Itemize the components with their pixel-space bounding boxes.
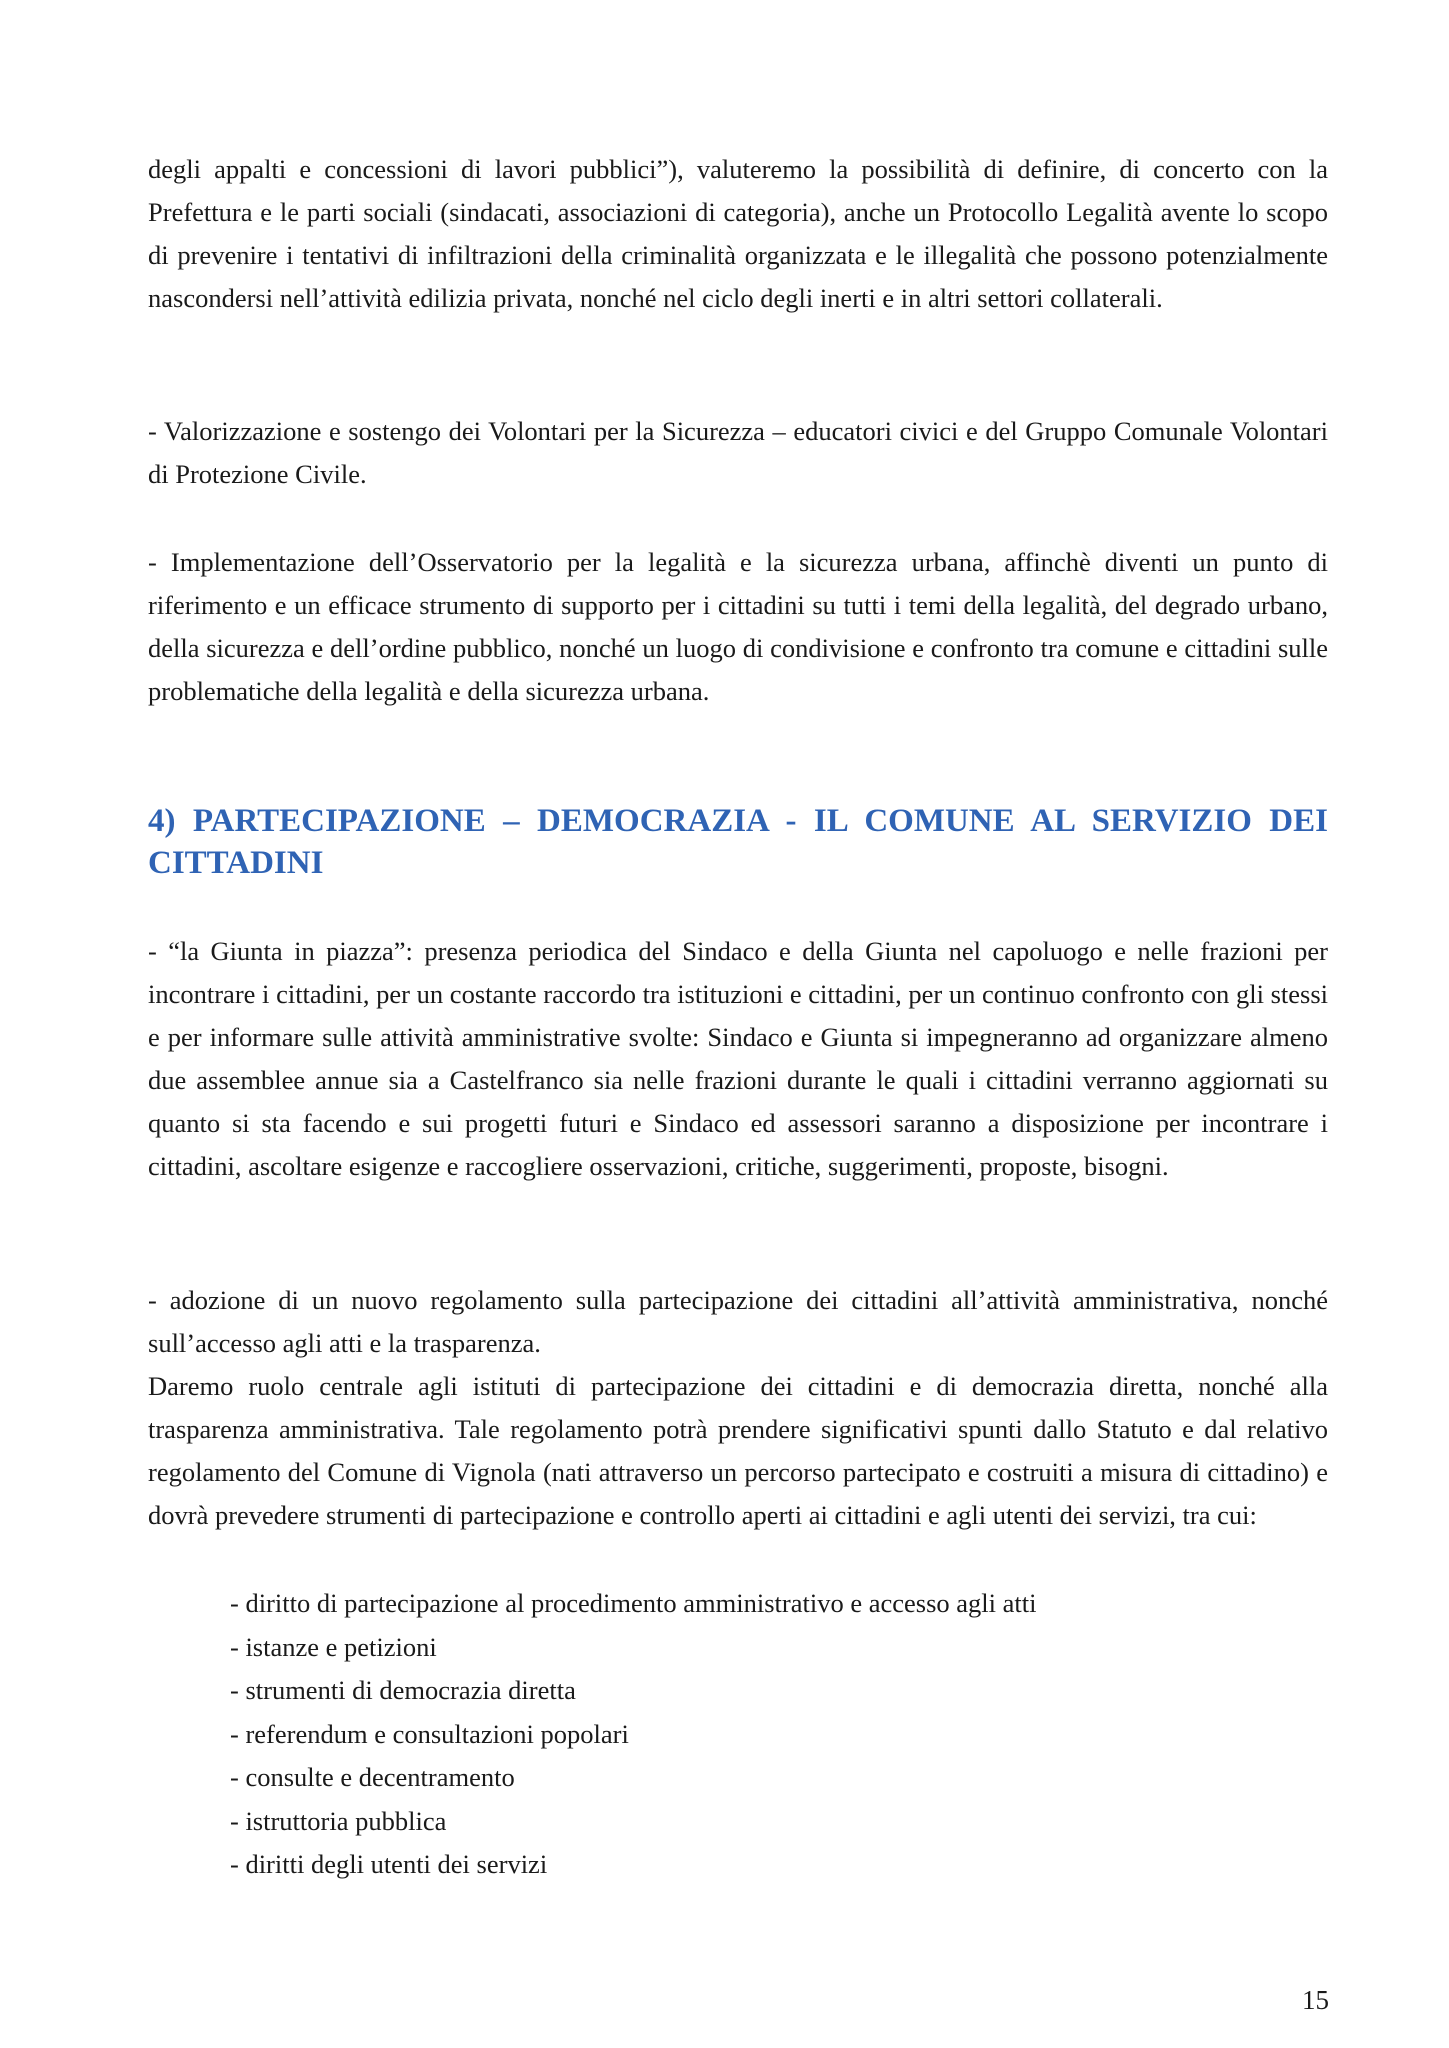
list-item: - strumenti di democrazia diretta [230,1675,576,1705]
list-item: - diritto di partecipazione al procedimento amministrativo e accesso agli atti [230,1588,1037,1618]
list-item: - consulte e decentramento [230,1762,515,1792]
page-number: 15 [1302,1985,1329,2015]
list-item: - referendum e consultazioni popolari [230,1718,629,1749]
paragraph-regolamento-partecipazione [148,1279,1328,1537]
section-heading: 4) PARTECIPAZIONE – DEMOCRAZIA - IL COMUNE AL SERVIZIO DEI CITTADINI [148,803,1328,881]
strumenti-list [230,1582,1037,1887]
paragraph-giunta-in-piazza: - “la Giunta in piazza”: presenza periodica del Sindaco e della Giunta nel capoluogo e nelle frazioni per incontrare i cittadini, per un costante raccordo tra istituzioni e cittadini, per un continuo confronto con gli stessi e per informare sulle attività amministrative svolte: Sindaco e Giunta si impegneranno ad organizzare almeno due assemblee annue sia a Castelfranco sia nelle frazioni durante le quali i cittadini verranno aggiornati su quanto si sta facendo e sui progetti futuri e Sindaco ed assessori saranno a disposizione per incontrare i cittadini, ascoltare esigenze e raccogliere osservazioni, critiche, suggerimenti, proposte, bisogni. [148,936,1328,1181]
list-item: - diritti degli utenti dei servizi [230,1849,548,1879]
paragraph-regolamento-detail: Daremo ruolo centrale agli istituti di partecipazione dei cittadini e di democrazia diretta, nonché alla trasparenza amministrativa. Tale regolamento potrà prendere significativi spunti dallo Statuto e dal relativo regolamento del Comune di Vignola (nati attraverso un percorso partecipato e costruiti a misura di cittadino) e dovrà prevedere strumenti di partecipazione e controllo aperti ai cittadini e agli utenti dei servizi, tra cui: [148,1371,1328,1530]
list-item: - istanze e petizioni [230,1631,437,1662]
list-item: - istruttoria pubblica [230,1805,447,1836]
paragraph-regolamento-intro: - adozione di un nuovo regolamento sulla partecipazione dei cittadini all’attività amministrativa, nonché sull’accesso agli atti e la trasparenza. [148,1285,1328,1358]
paragraph-osservatorio-legalita: - Implementazione dell’Osservatorio per la legalità e la sicurezza urbana, affinchè diventi un punto di riferimento e un efficace strumento di supporto per i cittadini su tutti i temi della legalità, del degrado urbano, della sicurezza e dell’ordine pubblico, nonché un luogo di condivisione e confronto tra comune e cittadini sulle problematiche della legalità e della sicurezza urbana. [148,547,1328,706]
paragraph-protocollo-legalita: degli appalti e concessioni di lavori pubblici”), valuteremo la possibilità di definire, di concerto con la Prefettura e le parti sociali (sindacati, associazioni di categoria), anche un Protocollo Legalità avente lo scopo di prevenire i tentativi di infiltrazioni della criminalità organizzata e le illegalità che possono potenzialmente nascondersi nell’attività edilizia privata, nonché nel ciclo degli inerti e in altri settori collaterali. [148,154,1328,313]
paragraph-volontari-sicurezza: - Valorizzazione e sostengo dei Volontari per la Sicurezza – educatori civici e del Gruppo Comunale Volontari di Protezione Civile. [148,416,1328,489]
